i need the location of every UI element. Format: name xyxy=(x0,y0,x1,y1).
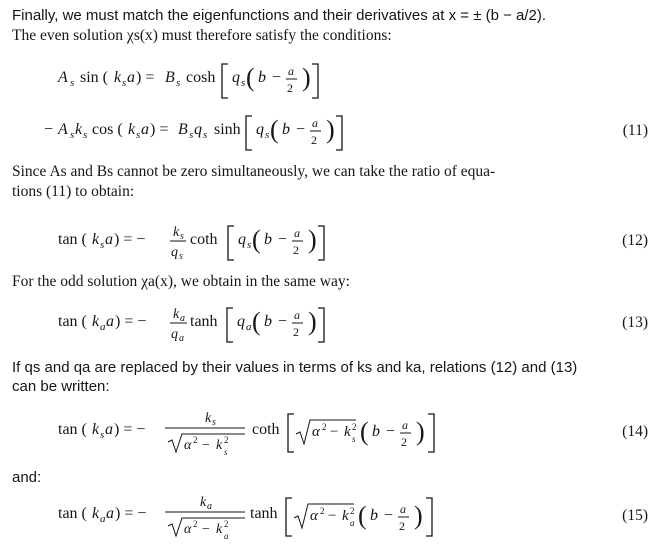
svg-text:−: − xyxy=(202,438,210,453)
paragraph-2-text: The even solution χs(x) must therefore satisfy the conditions: xyxy=(12,27,392,44)
svg-text:a: a xyxy=(288,64,294,78)
equation-12 xyxy=(58,225,324,262)
svg-text:cosh: cosh xyxy=(186,69,216,86)
svg-text:2: 2 xyxy=(293,243,299,257)
svg-text:q: q xyxy=(256,121,264,138)
svg-text:q: q xyxy=(238,231,246,248)
svg-text:b: b xyxy=(258,69,266,86)
svg-text:k: k xyxy=(173,307,180,322)
svg-text:2: 2 xyxy=(287,81,293,95)
svg-text:s: s xyxy=(70,77,75,89)
svg-text:2: 2 xyxy=(352,422,357,432)
svg-text:k: k xyxy=(92,231,100,248)
svg-text:−: − xyxy=(296,121,306,138)
svg-text:k: k xyxy=(216,522,223,537)
svg-text:(: ( xyxy=(360,417,369,446)
svg-text:s: s xyxy=(241,77,246,89)
svg-text:a: a xyxy=(100,321,106,333)
svg-text:s: s xyxy=(100,429,105,441)
svg-text:k: k xyxy=(342,508,349,524)
svg-text:q: q xyxy=(232,69,240,86)
svg-text:−: − xyxy=(384,507,394,524)
svg-text:s: s xyxy=(247,239,252,251)
svg-text:B: B xyxy=(178,121,188,138)
svg-text:q: q xyxy=(194,121,202,138)
svg-text:A: A xyxy=(58,121,68,138)
svg-text:2: 2 xyxy=(322,422,327,432)
svg-text:tan (: tan ( xyxy=(58,313,87,330)
paragraph-5b xyxy=(12,377,110,396)
paragraph-6 xyxy=(12,468,41,487)
svg-text:a: a xyxy=(294,226,300,240)
svg-text:coth: coth xyxy=(252,421,280,438)
equation-11a xyxy=(57,63,318,98)
svg-text:a: a xyxy=(179,333,184,344)
svg-text:s: s xyxy=(136,129,141,141)
svg-text:α: α xyxy=(184,438,192,453)
svg-text:s: s xyxy=(265,129,270,141)
svg-text:s: s xyxy=(83,129,88,141)
equation-11-number: (11) xyxy=(622,122,648,139)
svg-text:k: k xyxy=(205,411,212,426)
svg-text:): ) xyxy=(308,307,317,336)
svg-text:q: q xyxy=(171,327,178,342)
svg-text:tan (: tan ( xyxy=(58,231,87,248)
svg-text:−: − xyxy=(278,231,288,248)
paragraph-3a-text: Since As and Bs cannot be zero simultaneously, we can take the ratio of equa- xyxy=(12,163,496,180)
paragraph-5b-text: can be written: xyxy=(12,378,110,395)
svg-text:2: 2 xyxy=(320,506,325,516)
svg-text:s: s xyxy=(352,434,356,444)
svg-text:b: b xyxy=(264,313,272,330)
svg-text:b: b xyxy=(282,121,290,138)
svg-text:s: s xyxy=(70,129,75,141)
svg-text:s: s xyxy=(212,417,216,428)
paragraph-5a xyxy=(12,358,577,377)
paragraph-3b-text: tions (11) to obtain: xyxy=(12,183,135,200)
svg-text:s: s xyxy=(203,129,208,141)
svg-text:(: ( xyxy=(358,501,367,530)
equation-12-number: (12) xyxy=(622,232,648,249)
svg-text:(: ( xyxy=(270,115,279,144)
svg-text:−: − xyxy=(272,69,282,86)
svg-text:−: − xyxy=(386,423,396,440)
svg-text:2: 2 xyxy=(193,519,198,529)
svg-text:tanh: tanh xyxy=(190,313,218,330)
equation-13-number: (13) xyxy=(622,314,648,331)
svg-text:coth: coth xyxy=(190,231,218,248)
paragraph-3a xyxy=(12,162,495,181)
svg-text:s: s xyxy=(224,447,228,457)
svg-text:a: a xyxy=(246,321,252,333)
svg-text:b: b xyxy=(372,423,380,440)
svg-text:2: 2 xyxy=(401,435,407,449)
svg-text:−: − xyxy=(278,313,288,330)
svg-text:) = −: ) = − xyxy=(114,231,146,248)
svg-text:k: k xyxy=(344,424,351,440)
svg-text:a: a xyxy=(106,313,114,330)
svg-text:k: k xyxy=(200,495,207,510)
paragraph-4 xyxy=(12,272,350,291)
svg-text:s: s xyxy=(176,77,181,89)
svg-text:2: 2 xyxy=(399,519,405,533)
svg-text:): ) xyxy=(414,501,423,530)
svg-text:): ) xyxy=(416,417,425,446)
svg-text:(: ( xyxy=(246,63,255,92)
svg-text:s: s xyxy=(179,251,183,262)
svg-text:(: ( xyxy=(252,225,261,254)
svg-text:) = −: ) = − xyxy=(115,505,147,522)
svg-text:a: a xyxy=(294,308,300,322)
equation-14 xyxy=(58,411,434,457)
svg-text:2: 2 xyxy=(224,435,229,445)
equation-15-number: (15) xyxy=(622,507,648,524)
svg-text:2: 2 xyxy=(350,506,355,516)
svg-text:tanh: tanh xyxy=(250,505,278,522)
svg-text:−: − xyxy=(330,424,339,440)
svg-text:tan (: tan ( xyxy=(58,505,87,522)
svg-text:k: k xyxy=(216,438,223,453)
svg-text:q: q xyxy=(237,313,245,330)
svg-text:k: k xyxy=(173,225,180,240)
svg-text:k: k xyxy=(75,121,83,138)
svg-text:A: A xyxy=(58,69,68,86)
svg-text:2: 2 xyxy=(224,519,229,529)
svg-text:k: k xyxy=(92,505,100,522)
equation-14-number: (14) xyxy=(622,423,648,440)
svg-text:α: α xyxy=(310,508,318,524)
svg-text:a: a xyxy=(100,513,106,525)
svg-text:a: a xyxy=(224,531,229,541)
svg-text:b: b xyxy=(370,507,378,524)
svg-text:a: a xyxy=(127,69,135,86)
svg-text:α: α xyxy=(184,522,192,537)
svg-text:) =: ) = xyxy=(136,69,155,86)
svg-text:b: b xyxy=(264,231,272,248)
svg-text:a: a xyxy=(312,116,318,130)
svg-text:a: a xyxy=(141,121,149,138)
svg-text:(: ( xyxy=(252,307,261,336)
paragraph-1-text: Finally, we must match the eigenfunctions and their derivatives at x = ± (b − a/2). xyxy=(12,7,547,24)
svg-text:2: 2 xyxy=(311,133,317,147)
svg-text:): ) xyxy=(302,63,311,92)
svg-text:sinh: sinh xyxy=(214,121,241,138)
equation-15 xyxy=(58,495,432,541)
svg-text:s: s xyxy=(100,239,105,251)
paragraph-4-text: For the odd solution χa(x), we obtain in the same way: xyxy=(12,273,350,290)
svg-text:a: a xyxy=(400,502,406,516)
svg-text:a: a xyxy=(350,518,355,528)
svg-text:a: a xyxy=(207,501,212,512)
svg-text:B: B xyxy=(165,69,175,86)
paragraph-5a-text: If qs and qa are replaced by their values in terms of ks and ka, relations (12) and (13) xyxy=(12,359,578,376)
svg-text:): ) xyxy=(326,115,335,144)
svg-text:−: − xyxy=(328,508,337,524)
svg-text:a: a xyxy=(180,313,185,324)
svg-text:q: q xyxy=(171,245,178,260)
svg-text:s: s xyxy=(189,129,194,141)
svg-text:) = −: ) = − xyxy=(115,313,147,330)
svg-text:2: 2 xyxy=(293,325,299,339)
svg-text:s: s xyxy=(180,231,184,242)
svg-text:a: a xyxy=(105,421,113,438)
svg-text:a: a xyxy=(402,418,408,432)
svg-text:−: − xyxy=(44,121,54,138)
svg-text:−: − xyxy=(202,522,210,537)
svg-text:k: k xyxy=(114,69,122,86)
equation-11b xyxy=(44,115,342,150)
svg-text:tan (: tan ( xyxy=(58,421,87,438)
paragraph-6-text: and: xyxy=(12,469,42,486)
svg-text:α: α xyxy=(312,424,320,440)
equation-13 xyxy=(58,307,324,344)
svg-text:k: k xyxy=(92,421,100,438)
svg-text:s: s xyxy=(122,77,127,89)
svg-text:): ) xyxy=(308,225,317,254)
paragraph-3b xyxy=(12,182,134,201)
svg-text:2: 2 xyxy=(193,435,198,445)
svg-text:k: k xyxy=(128,121,136,138)
svg-text:sin (: sin ( xyxy=(80,69,108,86)
svg-text:) =: ) = xyxy=(150,121,169,138)
svg-text:) = −: ) = − xyxy=(114,421,146,438)
svg-text:k: k xyxy=(92,313,100,330)
svg-text:a: a xyxy=(105,231,113,248)
svg-text:a: a xyxy=(106,505,114,522)
svg-text:cos (: cos ( xyxy=(92,121,123,138)
